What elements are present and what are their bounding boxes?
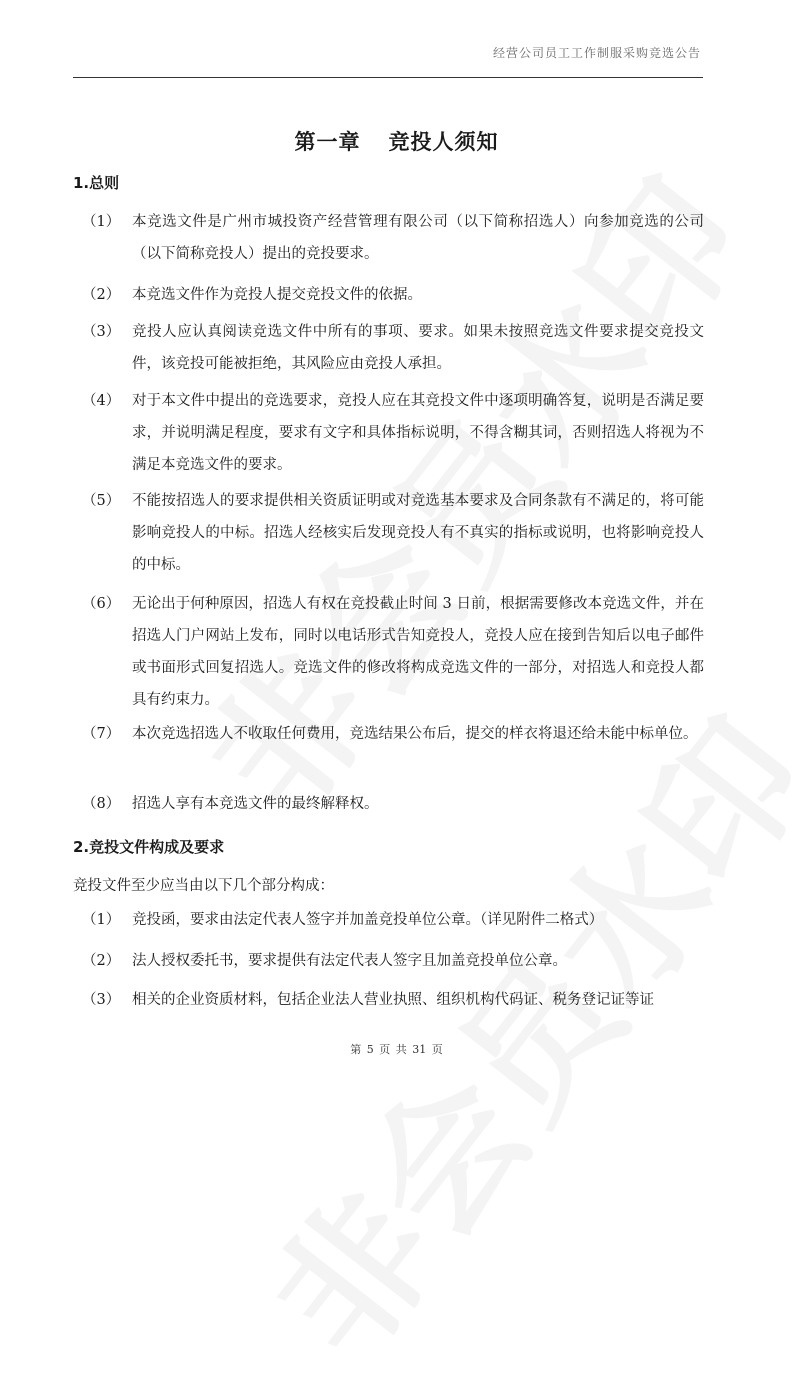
list-item [82,485,704,581]
list-item [82,788,704,820]
list-item [82,316,704,380]
page-number: 第 5 页 共 31 页 [350,1043,443,1056]
item-text: 法人授权委托书，要求提供有法定代表人签字且加盖竞投单位公章。 [132,953,567,969]
item-number: （3） [82,324,121,340]
item-text: 本次竞选招选人不收取任何费用，竞选结果公布后，提交的样衣将退还给未能中标单位。 [132,726,698,742]
list-item [82,279,704,311]
item-text: 招选人享有本竞选文件的最终解释权。 [132,796,379,812]
item-number: （7） [82,726,121,742]
item-number: （8） [82,796,121,812]
item-number: （5） [82,493,121,509]
item-number: （1） [82,912,121,928]
item-number: （2） [82,287,121,303]
chapter-name: 竞投人须知 [388,130,499,154]
list-item [82,588,704,716]
list-item [82,904,704,936]
item-number: （1） [82,214,121,230]
list-item [82,945,704,977]
item-number: （2） [82,953,121,969]
item-text: 不能按招选人的要求提供相关资质证明或对竞选基本要求及合同条款有不满足的，将可能影响竞投人的中标。招选人经核实后发现竞投人有不真实的指标或说明，也将影响竞投人的中标。 [132,493,704,573]
item-text: 竞投人应认真阅读竞选文件中所有的事项、要求。如果未按照竞选文件要求提交竞投文件，该竞投可能被拒绝，其风险应由竞投人承担。 [132,324,704,372]
item-text: 无论出于何种原因，招选人有权在竞投截止时间 3 日前，根据需要修改本竞选文件，并在招选人门户网站上发布，同时以电话形式告知竞投人，竞投人应在接到告知后以电子邮件或书面形式回复招选人。竞选文件的修改将构成竞选文件的一部分，对招选人和竞投人都具有约束力。 [132,596,704,708]
header-rule [73,77,703,78]
chapter-label: 第一章 [294,130,361,154]
page-header: 经营公司员工工作制服采购竞选公告 [492,46,701,60]
item-number: （4） [82,393,121,409]
list-item [82,718,704,750]
item-text: 本竞选文件是广州市城投资产经营管理有限公司（以下简称招选人）向参加竞选的公司（以下简称竞投人）提出的竞投要求。 [132,214,704,262]
item-number: （6） [82,596,121,612]
section-heading-bid-documents: 2.竞投文件构成及要求 [73,838,225,856]
item-text: 竞投函，要求由法定代表人签字并加盖竞投单位公章。（详见附件二格式） [132,912,604,928]
list-item [82,385,704,481]
section-heading-general: 1.总则 [73,174,120,192]
item-text: 本竞选文件作为竞投人提交竞投文件的依据。 [132,287,422,303]
section-intro: 竞投文件至少应当由以下几个部分构成： [73,878,334,894]
item-text: 相关的企业资质材料，包括企业法人营业执照、组织机构代码证、税务登记证等证 [132,992,654,1008]
watermark [215,669,793,1393]
list-item [82,984,704,1016]
item-text: 对于本文件中提出的竞选要求，竞投人应在其竞投文件中逐项明确答复，说明是否满足要求，并说明满足程度，要求有文字和具体指标说明，不得含糊其词，否则招选人将视为不满足本竞选文件的要求。 [132,393,704,473]
chapter-title [0,126,793,156]
list-item [82,206,704,270]
item-number: （3） [82,992,121,1008]
